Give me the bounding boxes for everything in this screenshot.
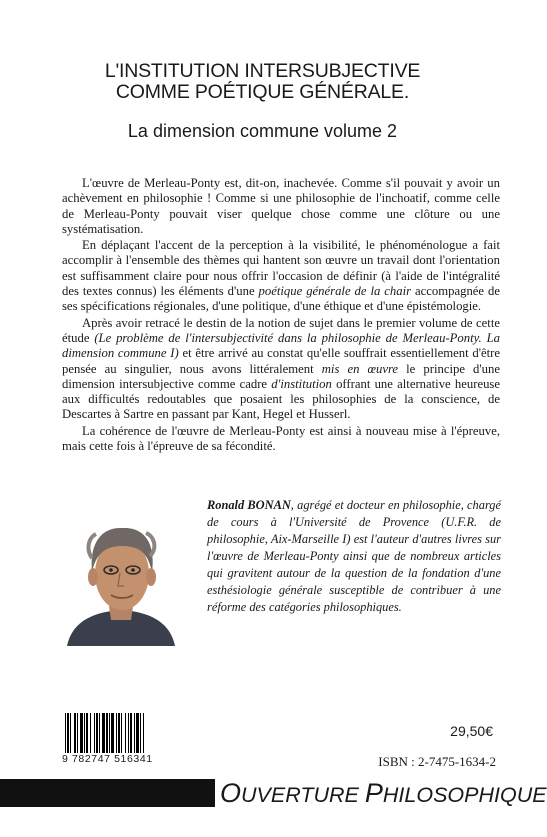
p3-text-d: offrant une alternative heureuse aux difficultés redoutables que posaient les philosophies de la conscience, de Descartes à Sartre en passant par Kant, Hegel et Husserl. — [62, 376, 500, 422]
p2-emphasis: poétique générale de la chair — [258, 284, 412, 299]
p3-emphasis-1: (Le problème de l'intersubjectivité dans la philosophie de Merleau-Ponty. La dimension commune I) — [62, 330, 500, 361]
barcode-bar — [67, 713, 69, 753]
p3-emphasis-3: d'institution — [271, 376, 332, 391]
book-subtitle: La dimension commune volume 2 — [127, 121, 398, 141]
barcode-bar — [86, 713, 88, 753]
summary-paragraph-1: L'œuvre de Merleau-Ponty est, dit-on, inachevée. Comme s'il pouvait y avoir un achèvement en philosophie ! Comme si une philosophie de l'inchoatif, comme celle de Merleau-Ponty pouvait viser quelque chose comme une clôture ou une systématisation. — [62, 176, 500, 236]
barcode-bar — [136, 713, 139, 753]
barcode-bar — [102, 713, 105, 753]
p2-text-b: accompagnée de ses spécifications régionales, d'une politique, d'une éthique et d'une épistémologie. — [62, 284, 500, 314]
summary-paragraph-2 — [62, 238, 500, 314]
book-title-line-1: L'INSTITUTION INTERSUBJECTIVE — [104, 60, 421, 82]
p3-text-b: et être arrivé au constat qu'elle souffrait essentiellement d'être pensée au singulier, nous avons littéralement — [62, 346, 500, 376]
barcode-bar — [125, 713, 126, 753]
barcode — [64, 713, 178, 753]
collection-word-2: HILOSOPHIQUE — [382, 783, 547, 807]
p3-text-a: Après avoir retracé le destin de la notion de sujet dans le premier volume de cette étude — [62, 315, 500, 345]
barcode-bar — [74, 713, 76, 753]
book-title-line-2: COMME POÉTIQUE GÉNÉRALE. — [115, 81, 410, 103]
barcode-bar — [121, 713, 122, 753]
barcode-bar — [109, 713, 110, 753]
barcode-bar — [65, 713, 66, 753]
price: 29,50€ — [450, 723, 493, 739]
barcode-bar — [106, 713, 108, 753]
barcode-bar — [140, 713, 141, 753]
barcode-bar — [116, 713, 117, 753]
barcode-bar — [134, 713, 135, 753]
collection-word-1: UVERTURE — [241, 783, 365, 807]
back-cover-summary — [62, 176, 500, 454]
summary-paragraph-4: La cohérence de l'œuvre de Merleau-Ponty est ainsi à nouveau mise à l'épreuve, mais cette fois à l'épreuve de sa fécondité. — [62, 423, 500, 454]
barcode-bar — [111, 713, 114, 753]
p3-text-c: le principe d'une dimension intersubjective comme cadre — [62, 361, 500, 391]
p3-emphasis-2: mis en œuvre — [321, 361, 399, 376]
collection-initial-p: P — [364, 778, 383, 808]
barcode-bar — [99, 713, 100, 753]
author-photo — [62, 510, 180, 646]
barcode-bar — [90, 713, 91, 753]
author-name: Ronald BONAN — [207, 498, 291, 512]
barcode-bar — [128, 713, 129, 753]
barcode-bar — [70, 713, 71, 753]
barcode-bar — [130, 713, 132, 753]
barcode-bar — [118, 713, 120, 753]
author-bio — [207, 497, 501, 616]
collection-initial-o: O — [220, 778, 242, 808]
collection-name — [220, 778, 547, 810]
isbn: ISBN : 2-7475-1634-2 — [378, 754, 496, 769]
p2-text-a: En déplaçant l'accent de la perception à la visibilité, le phénoménologue a fait accomplir à l'ensemble des thèmes qui hantent son œuvre un travail dont l'orientation est suffisamment claire pour nous offrir l'occasion de définir (à l'aide de l'intégralité des textes connus) les éléments d'une — [62, 238, 500, 299]
collection-black-bar — [0, 779, 215, 807]
author-bio-text: , agrégé et docteur en philosophie, chargé de cours à l'Université de Provence (U.F.R. de philosophie, Aix-Marseille I) est l'auteur d'autres livres sur l'œuvre de Merleau-Ponty ainsi que de nombreux articles qui gravitent autour de la question de la fondation d'une esthésiologie générale susceptible de contribuer à une réforme des catégories philosophiques. — [207, 498, 502, 614]
barcode-bar — [80, 713, 83, 753]
barcode-bar — [84, 713, 85, 753]
barcode-bar — [143, 713, 144, 753]
barcode-bar — [94, 713, 95, 753]
barcode-bar — [77, 713, 78, 753]
barcode-digits: 9 782747 516341 — [62, 753, 153, 765]
summary-paragraph-3 — [62, 316, 500, 423]
barcode-bar — [96, 713, 98, 753]
